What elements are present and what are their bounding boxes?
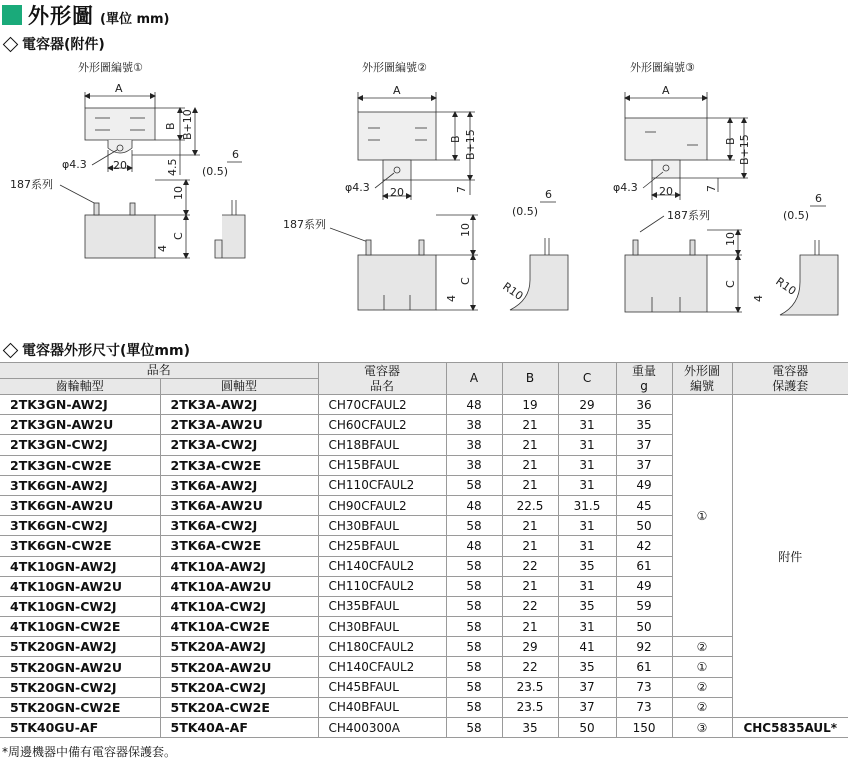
th-figure-line2: 編號: [690, 378, 715, 393]
cell-weight: 92: [616, 637, 672, 657]
cell-b: 19: [502, 395, 558, 415]
th-b: B: [502, 363, 558, 395]
drawing-2-series-label: 187系列: [283, 218, 326, 231]
cell-c: 50: [558, 718, 616, 738]
cell-cover-group: 附件: [732, 395, 848, 718]
drawing-3-caption: 外形圖編號③: [630, 61, 695, 74]
cell-c: 31.5: [558, 495, 616, 515]
cell-c: 41: [558, 637, 616, 657]
table-row: [0, 637, 848, 657]
table-row: [0, 395, 848, 415]
cell-c: 31: [558, 475, 616, 495]
cell-a: 58: [446, 596, 502, 616]
drawing-1-dim-10: 10: [172, 186, 185, 200]
cell-weight: 49: [616, 475, 672, 495]
cell-a: 58: [446, 617, 502, 637]
cell-round-type: 5TK20A-AW2J: [160, 637, 318, 657]
th-capacitor-line1: 電容器: [364, 363, 401, 378]
th-cover: [732, 363, 848, 395]
cell-round-type: 3TK6A-AW2U: [160, 495, 318, 515]
cell-gear-type: 4TK10GN-AW2J: [0, 556, 160, 576]
cell-weight: 61: [616, 657, 672, 677]
th-weight-line1: 重量: [632, 363, 657, 378]
cell-b: 21: [502, 576, 558, 596]
cell-b: 21: [502, 475, 558, 495]
cell-a: 58: [446, 718, 502, 738]
cell-round-type: 2TK3A-CW2J: [160, 435, 318, 455]
cell-capacitor: CH110CFAUL2: [318, 475, 446, 495]
drawing-3-dim-half: (0.5): [783, 209, 810, 222]
cell-a: 48: [446, 536, 502, 556]
cell-cover: CHC5835AUL*: [732, 718, 848, 738]
drawing-1-dim-45: 4.5: [166, 158, 179, 176]
cell-round-type: 4TK10A-AW2U: [160, 576, 318, 596]
cell-weight: 35: [616, 415, 672, 435]
cell-round-type: 4TK10A-CW2E: [160, 617, 318, 637]
cell-capacitor: CH180CFAUL2: [318, 637, 446, 657]
cell-weight: 50: [616, 617, 672, 637]
cell-a: 58: [446, 516, 502, 536]
cell-b: 23.5: [502, 697, 558, 717]
drawing-3-dim-b: B: [724, 137, 737, 145]
cell-b: 21: [502, 415, 558, 435]
cell-figure: ①: [672, 657, 732, 677]
cell-gear-type: 2TK3GN-AW2J: [0, 395, 160, 415]
drawing-2-dim-b: B: [449, 135, 462, 143]
cell-gear-type: 3TK6GN-AW2J: [0, 475, 160, 495]
cell-weight: 42: [616, 536, 672, 556]
cell-c: 29: [558, 395, 616, 415]
th-figure: [672, 363, 732, 395]
section-capacitor-title: 電容器(附件): [22, 37, 105, 53]
drawing-1-dim-b10: B+10: [181, 109, 194, 140]
drawing-1-dim-b: B: [164, 122, 177, 130]
outline-drawings: [0, 0, 850, 340]
cell-weight: 50: [616, 516, 672, 536]
cell-capacitor: CH400300A: [318, 718, 446, 738]
cell-c: 31: [558, 435, 616, 455]
cell-gear-type: 5TK20GN-CW2J: [0, 677, 160, 697]
cell-figure: ②: [672, 677, 732, 697]
drawing-3-dim-6: 6: [815, 192, 822, 205]
th-capacitor-line2: 品名: [370, 378, 395, 393]
cell-round-type: 4TK10A-AW2J: [160, 556, 318, 576]
cell-gear-type: 2TK3GN-CW2J: [0, 435, 160, 455]
cell-capacitor: CH60CFAUL2: [318, 415, 446, 435]
cell-b: 21: [502, 516, 558, 536]
drawing-3: [613, 60, 838, 315]
cell-gear-type: 2TK3GN-CW2E: [0, 455, 160, 475]
drawing-2-dim-b15: B+15: [464, 129, 477, 160]
drawing-3-dim-c: C: [724, 280, 737, 288]
th-figure-line1: 外形圖: [684, 363, 721, 378]
cell-b: 22.5: [502, 495, 558, 515]
cell-capacitor: CH40BFAUL: [318, 697, 446, 717]
cell-gear-type: 3TK6GN-CW2J: [0, 516, 160, 536]
cell-b: 29: [502, 637, 558, 657]
cell-figure: ②: [672, 697, 732, 717]
cell-round-type: 5TK20A-AW2U: [160, 657, 318, 677]
cell-c: 37: [558, 677, 616, 697]
cell-a: 48: [446, 495, 502, 515]
cell-a: 58: [446, 556, 502, 576]
cell-gear-type: 5TK20GN-AW2J: [0, 637, 160, 657]
th-gear-type: 齒輪軸型: [0, 379, 160, 395]
footnote: *周邊機器中備有電容器保護套。: [2, 745, 177, 759]
drawing-3-dim-b15: B+15: [738, 134, 751, 165]
cell-round-type: 5TK20A-CW2E: [160, 697, 318, 717]
cell-figure: ②: [672, 637, 732, 657]
table-row: [0, 677, 848, 697]
cell-c: 31: [558, 415, 616, 435]
cell-capacitor: CH25BFAUL: [318, 536, 446, 556]
drawing-2-dim-6: 6: [545, 188, 552, 201]
drawing-2-dim-4: 4: [445, 295, 458, 302]
th-a: A: [446, 363, 502, 395]
cell-gear-type: 5TK20GN-AW2U: [0, 657, 160, 677]
cell-capacitor: CH140CFAUL2: [318, 657, 446, 677]
cell-gear-type: 2TK3GN-AW2U: [0, 415, 160, 435]
cell-b: 22: [502, 556, 558, 576]
drawing-2-dim-r10: R10: [500, 279, 526, 303]
drawing-2-dim-a: A: [393, 84, 401, 97]
cell-weight: 150: [616, 718, 672, 738]
cell-round-type: 3TK6A-CW2E: [160, 536, 318, 556]
section-dimension-title: 電容器外形尺寸(單位mm): [22, 343, 190, 359]
cell-round-type: 3TK6A-AW2J: [160, 475, 318, 495]
diamond-icon: [3, 342, 19, 358]
th-round-type: 圓軸型: [160, 379, 318, 395]
cell-figure-group: ①: [672, 395, 732, 637]
cell-c: 37: [558, 697, 616, 717]
cell-capacitor: CH90CFAUL2: [318, 495, 446, 515]
drawing-3-dim-10: 10: [724, 232, 737, 246]
drawing-1: [10, 60, 245, 258]
cell-gear-type: 3TK6GN-AW2U: [0, 495, 160, 515]
th-c: C: [558, 363, 616, 395]
cell-capacitor: CH18BFAUL: [318, 435, 446, 455]
cell-weight: 37: [616, 455, 672, 475]
drawing-2-caption: 外形圖編號②: [362, 61, 427, 74]
drawing-3-dim-20: 20: [659, 185, 673, 198]
table-row: [0, 697, 848, 717]
drawing-3-dim-7: 7: [705, 185, 718, 192]
cell-gear-type: 4TK10GN-CW2E: [0, 617, 160, 637]
cell-weight: 73: [616, 677, 672, 697]
cell-round-type: 5TK20A-CW2J: [160, 677, 318, 697]
cell-round-type: 2TK3A-AW2U: [160, 415, 318, 435]
drawing-1-dim-6: 6: [232, 148, 239, 161]
drawing-3-dim-phi: φ4.3: [613, 181, 638, 194]
cell-b: 21: [502, 536, 558, 556]
cell-capacitor: CH15BFAUL: [318, 455, 446, 475]
cell-weight: 36: [616, 395, 672, 415]
cell-round-type: 2TK3A-AW2J: [160, 395, 318, 415]
drawing-2-dim-half: (0.5): [512, 205, 539, 218]
drawing-1-dim-4: 4: [156, 245, 169, 252]
cell-b: 21: [502, 435, 558, 455]
cell-weight: 61: [616, 556, 672, 576]
cell-a: 58: [446, 657, 502, 677]
cell-a: 58: [446, 475, 502, 495]
cell-a: 38: [446, 435, 502, 455]
drawing-3-dim-4: 4: [752, 295, 765, 302]
cell-weight: 73: [616, 697, 672, 717]
drawing-1-caption: 外形圖編號①: [78, 61, 143, 74]
cell-capacitor: CH30BFAUL: [318, 516, 446, 536]
drawing-2-dim-20: 20: [390, 186, 404, 199]
drawing-2-dim-c: C: [459, 277, 472, 285]
cell-weight: 59: [616, 596, 672, 616]
cell-b: 21: [502, 455, 558, 475]
page-title: 外形圖: [28, 4, 94, 28]
drawing-1-dim-20: 20: [113, 159, 127, 172]
drawing-3-dim-r10: R10: [773, 274, 799, 298]
cell-c: 31: [558, 516, 616, 536]
cell-a: 38: [446, 455, 502, 475]
section-dimension-heading: [2, 340, 190, 360]
cell-capacitor: CH70CFAUL2: [318, 395, 446, 415]
cell-a: 58: [446, 697, 502, 717]
cell-c: 35: [558, 556, 616, 576]
cell-b: 23.5: [502, 677, 558, 697]
cell-gear-type: 3TK6GN-CW2E: [0, 536, 160, 556]
cell-gear-type: 5TK40GU-AF: [0, 718, 160, 738]
drawing-1-dim-a: A: [115, 82, 123, 95]
cell-weight: 37: [616, 435, 672, 455]
cell-capacitor: CH35BFAUL: [318, 596, 446, 616]
th-weight-line2: g: [640, 378, 648, 393]
cell-capacitor: CH30BFAUL: [318, 617, 446, 637]
th-weight: [616, 363, 672, 395]
drawing-3-series-label: 187系列: [667, 209, 710, 222]
cell-gear-type: 5TK20GN-CW2E: [0, 697, 160, 717]
cell-gear-type: 4TK10GN-AW2U: [0, 576, 160, 596]
drawing-1-dim-phi: φ4.3: [62, 158, 87, 171]
th-product-name: 品名: [0, 363, 318, 379]
cell-round-type: 3TK6A-CW2J: [160, 516, 318, 536]
capacitor-dimension-table: [0, 362, 848, 738]
th-capacitor: [318, 363, 446, 395]
page-title-unit: (單位 mm): [100, 11, 170, 27]
cell-b: 35: [502, 718, 558, 738]
cell-b: 21: [502, 617, 558, 637]
cell-a: 48: [446, 395, 502, 415]
cell-capacitor: CH140CFAUL2: [318, 556, 446, 576]
cell-c: 31: [558, 576, 616, 596]
cell-a: 58: [446, 637, 502, 657]
cell-gear-type: 4TK10GN-CW2J: [0, 596, 160, 616]
cell-weight: 49: [616, 576, 672, 596]
cell-capacitor: CH45BFAUL: [318, 677, 446, 697]
cell-c: 31: [558, 536, 616, 556]
drawing-2-dim-phi: φ4.3: [345, 181, 370, 194]
cell-a: 38: [446, 415, 502, 435]
th-cover-line2: 保護套: [772, 378, 809, 393]
cell-a: 58: [446, 576, 502, 596]
table-row: [0, 718, 848, 738]
drawing-1-dim-half: (0.5): [202, 165, 229, 178]
cell-c: 35: [558, 596, 616, 616]
cell-c: 35: [558, 657, 616, 677]
cell-capacitor: CH110CFAUL2: [318, 576, 446, 596]
drawing-2: [283, 60, 568, 310]
cell-c: 31: [558, 617, 616, 637]
drawing-1-series-label: 187系列: [10, 178, 53, 191]
cell-figure: ③: [672, 718, 732, 738]
cell-b: 22: [502, 657, 558, 677]
cell-round-type: 4TK10A-CW2J: [160, 596, 318, 616]
drawing-2-dim-10: 10: [459, 223, 472, 237]
cell-b: 22: [502, 596, 558, 616]
cell-round-type: 5TK40A-AF: [160, 718, 318, 738]
cell-round-type: 2TK3A-CW2E: [160, 455, 318, 475]
th-cover-line1: 電容器: [772, 363, 809, 378]
table-row: [0, 657, 848, 677]
drawing-3-dim-a: A: [662, 84, 670, 97]
drawing-1-dim-c: C: [172, 232, 185, 240]
cell-c: 31: [558, 455, 616, 475]
cell-a: 58: [446, 677, 502, 697]
drawing-2-dim-7: 7: [455, 186, 468, 193]
cell-weight: 45: [616, 495, 672, 515]
